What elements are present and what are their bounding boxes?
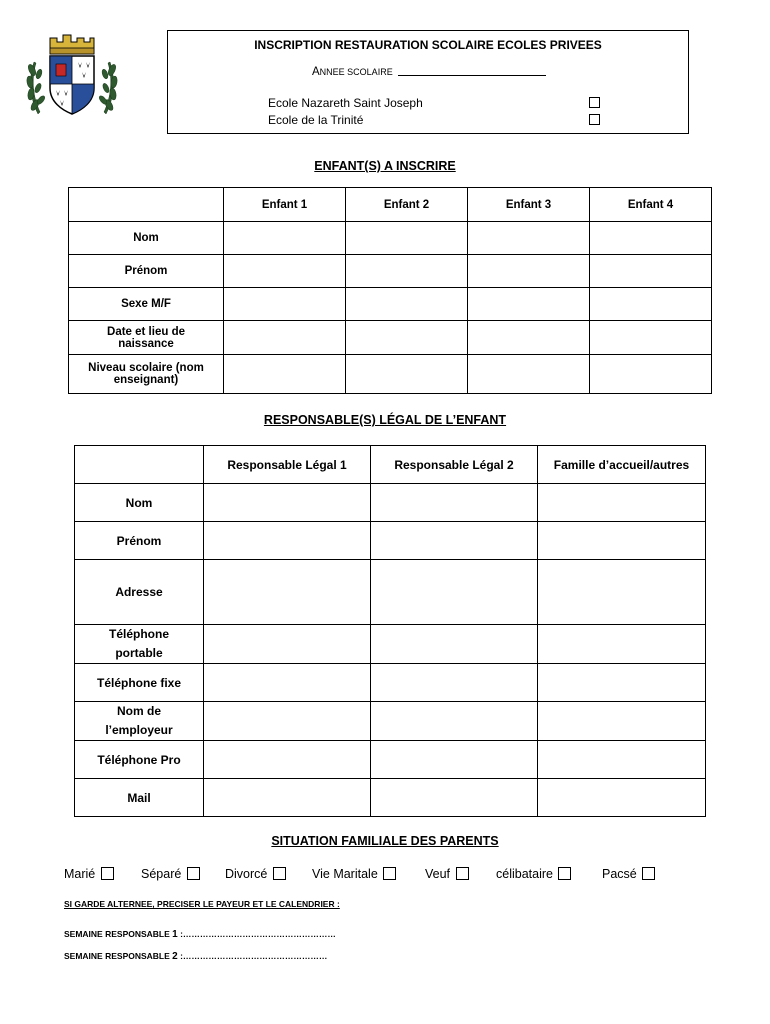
input-cell[interactable]: [538, 702, 706, 741]
input-cell[interactable]: [204, 741, 371, 779]
semaine-1-label: SEMAINE RESPONSABLE: [64, 929, 173, 939]
table-row: [75, 779, 706, 817]
row-label-employeur: Nom de l’employeur: [75, 702, 204, 741]
input-cell[interactable]: [224, 255, 346, 288]
input-cell[interactable]: [346, 255, 468, 288]
veuf-checkbox[interactable]: [456, 867, 469, 880]
input-cell[interactable]: [371, 741, 538, 779]
input-cell[interactable]: [538, 484, 706, 522]
option-separe[interactable]: [141, 867, 200, 881]
column-header-enfant-2: Enfant 2: [346, 188, 468, 222]
semaine-1-number: 1: [172, 929, 178, 940]
celibataire-checkbox[interactable]: [558, 867, 571, 880]
option-pacse[interactable]: [602, 867, 655, 881]
table-row: [75, 664, 706, 702]
marie-checkbox[interactable]: [101, 867, 114, 880]
input-cell[interactable]: [371, 625, 538, 664]
input-cell[interactable]: [346, 321, 468, 355]
coat-of-arms-logo: [26, 32, 118, 122]
input-cell[interactable]: [204, 522, 371, 560]
enfants-section-title: ENFANT(S) A INSCRIRE: [314, 159, 456, 173]
input-cell[interactable]: [224, 355, 346, 394]
row-label-prenom: Prénom: [75, 522, 204, 560]
annee-label-rest: NNEE SCOLAIRE: [319, 67, 393, 77]
row-label-prenom: Prénom: [69, 255, 224, 288]
school-option-trinite-label: Ecole de la Trinité: [268, 113, 364, 127]
row-label-mail: Mail: [75, 779, 204, 817]
corner-cell: [75, 446, 204, 484]
vie-maritale-checkbox[interactable]: [383, 867, 396, 880]
option-label: Vie Maritale: [312, 867, 378, 881]
input-cell[interactable]: [590, 321, 712, 355]
option-label: Marié: [64, 867, 96, 881]
school-option-nazareth-label: Ecole Nazareth Saint Joseph: [268, 96, 423, 110]
row-label-telephone-fixe: Téléphone fixe: [75, 664, 204, 702]
input-cell[interactable]: [468, 355, 590, 394]
input-cell[interactable]: [224, 222, 346, 255]
option-label: Divorcé: [225, 867, 268, 881]
row-label-niveau: Niveau scolaire (nom enseignant): [69, 355, 224, 394]
corner-cell: [69, 188, 224, 222]
row-label-sexe: Sexe M/F: [69, 288, 224, 321]
situation-section-title: SITUATION FAMILIALE DES PARENTS: [271, 834, 499, 848]
table-row: [75, 741, 706, 779]
option-label: célibataire: [496, 867, 553, 881]
school-nazareth-checkbox[interactable]: [589, 97, 600, 108]
column-header-responsable-2: Responsable Légal 2: [371, 446, 538, 484]
header-box: [167, 30, 689, 134]
option-celibataire[interactable]: [496, 867, 571, 881]
annee-label-initial: A: [312, 66, 320, 78]
semaine-responsable-1-field[interactable]: [64, 929, 336, 940]
input-cell[interactable]: [590, 222, 712, 255]
table-row: [69, 222, 712, 255]
input-cell[interactable]: [204, 484, 371, 522]
table-row: [69, 355, 712, 394]
table-row: [75, 484, 706, 522]
form-title: INSCRIPTION RESTAURATION SCOLAIRE ECOLES PRIVEES: [254, 38, 602, 52]
semaine-2-label: SEMAINE RESPONSABLE: [64, 951, 173, 961]
input-cell[interactable]: [371, 702, 538, 741]
school-trinite-checkbox[interactable]: [589, 114, 600, 125]
input-cell[interactable]: [538, 779, 706, 817]
input-cell[interactable]: [371, 484, 538, 522]
semaine-1-dots: :………………………………………………: [177, 929, 336, 939]
input-cell[interactable]: [538, 664, 706, 702]
situation-options: [64, 867, 764, 885]
column-header-enfant-3: Enfant 3: [468, 188, 590, 222]
table-header-row: [75, 446, 706, 484]
row-label-adresse: Adresse: [75, 560, 204, 625]
input-cell[interactable]: [204, 779, 371, 817]
semaine-2-number: 2: [172, 951, 178, 962]
input-cell[interactable]: [468, 288, 590, 321]
option-marie[interactable]: [64, 867, 114, 881]
annee-blank-line[interactable]: [398, 75, 546, 76]
pacse-checkbox[interactable]: [642, 867, 655, 880]
separe-checkbox[interactable]: [187, 867, 200, 880]
input-cell[interactable]: [538, 741, 706, 779]
input-cell[interactable]: [468, 321, 590, 355]
garde-alternee-note: SI GARDE ALTERNEE, PRECISER LE PAYEUR ET LE CALENDRIER :: [64, 899, 340, 909]
semaine-2-dots: :……………………………………………: [177, 951, 328, 961]
table-row: [69, 255, 712, 288]
column-header-enfant-1: Enfant 1: [224, 188, 346, 222]
option-label: Séparé: [141, 867, 182, 881]
table-row: [69, 321, 712, 355]
table-row: [75, 702, 706, 741]
table-header-row: [69, 188, 712, 222]
enfants-table: [68, 187, 712, 394]
input-cell[interactable]: [204, 560, 371, 625]
option-vie-maritale[interactable]: [312, 867, 396, 881]
column-header-famille-accueil: Famille d’accueil/autres: [538, 446, 706, 484]
row-label-telephone-portable: Téléphone portable: [75, 625, 204, 664]
semaine-responsable-2-field[interactable]: [64, 951, 327, 962]
input-cell[interactable]: [371, 664, 538, 702]
divorce-checkbox[interactable]: [273, 867, 286, 880]
option-divorce[interactable]: [225, 867, 286, 881]
input-cell[interactable]: [371, 779, 538, 817]
input-cell[interactable]: [346, 355, 468, 394]
input-cell[interactable]: [346, 222, 468, 255]
row-label-nom: Nom: [69, 222, 224, 255]
input-cell[interactable]: [538, 560, 706, 625]
input-cell[interactable]: [224, 288, 346, 321]
input-cell[interactable]: [590, 288, 712, 321]
input-cell[interactable]: [468, 222, 590, 255]
input-cell[interactable]: [204, 664, 371, 702]
input-cell[interactable]: [204, 625, 371, 664]
responsables-table: [74, 445, 706, 817]
table-row: [75, 522, 706, 560]
column-header-enfant-4: Enfant 4: [590, 188, 712, 222]
input-cell[interactable]: [204, 702, 371, 741]
input-cell[interactable]: [538, 625, 706, 664]
annee-scolaire-field[interactable]: [312, 66, 546, 78]
input-cell[interactable]: [590, 355, 712, 394]
column-header-responsable-1: Responsable Légal 1: [204, 446, 371, 484]
table-row: [75, 560, 706, 625]
input-cell[interactable]: [224, 321, 346, 355]
input-cell[interactable]: [590, 255, 712, 288]
input-cell[interactable]: [371, 522, 538, 560]
input-cell[interactable]: [346, 288, 468, 321]
option-label: Pacsé: [602, 867, 637, 881]
option-label: Veuf: [425, 867, 451, 881]
table-row: [75, 625, 706, 664]
responsables-section-title: RESPONSABLE(S) LÉGAL DE L’ENFANT: [263, 413, 507, 427]
input-cell[interactable]: [371, 560, 538, 625]
table-row: [69, 288, 712, 321]
input-cell[interactable]: [468, 255, 590, 288]
option-veuf[interactable]: [425, 867, 469, 881]
row-label-telephone-pro: Téléphone Pro: [75, 741, 204, 779]
row-label-nom: Nom: [75, 484, 204, 522]
row-label-naissance: Date et lieu de naissance: [69, 321, 224, 355]
input-cell[interactable]: [538, 522, 706, 560]
